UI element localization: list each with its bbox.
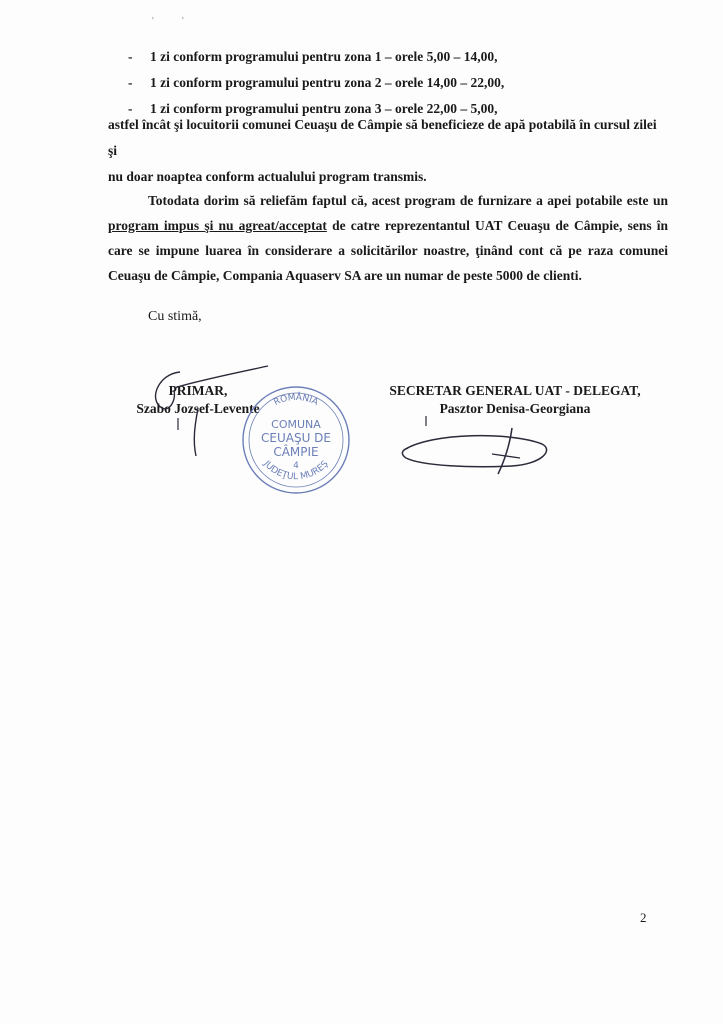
stamp-line: CEUAŞU DE <box>261 431 331 445</box>
paragraph-conclusion <box>108 112 668 190</box>
paragraph-request: Totodata dorim să reliefăm faptul că, acest program de furnizare a apei potabile este un program impus şi nu agreat/acceptat de catre reprezentantul UAT Ceuaşu de Câmpie, sens în care se impune luarea în considerare a solicitărilor noastre, ţinând cont că pe raza comunei Ceuaşu de Câmpie, Compania Aquaserv SA are un numar de peste 5000 de clienti. <box>108 193 668 283</box>
secretary-signature <box>392 410 562 490</box>
stamp-line: COMUNA <box>271 418 321 431</box>
scan-speck: ' <box>182 16 184 27</box>
page-number: 2 <box>640 910 647 925</box>
scan-speck: ' <box>152 16 154 27</box>
signatory-name: Pasztor Denisa-Georgiana <box>439 401 591 416</box>
stamp-line: CÂMPIE <box>273 445 319 459</box>
signatory-name: Szabo Jozsef-Levente <box>136 401 260 416</box>
list-item: - 1 zi conform programului pentru zona 2 – orele 14,00 – 22,00, <box>128 75 505 90</box>
paragraph-line: nu doar noaptea conform actualului program transmis. <box>108 169 427 184</box>
bullet-list <box>128 44 668 122</box>
paragraph-line: astfel încât şi locuitorii comunei Ceuaşu de Câmpie să beneficieze de apă potabilă în cursul zilei şi <box>108 117 657 158</box>
signatory-title: SECRETAR GENERAL UAT - DELEGAT, <box>389 383 641 398</box>
closing-salutation: Cu stimă, <box>148 309 202 324</box>
official-stamp <box>240 384 352 496</box>
svg-text:ROMÂNIA: ROMÂNIA <box>272 392 320 408</box>
underlined-phrase: program impus şi nu agreat/acceptat <box>108 218 327 233</box>
signatory-title: PRIMAR, <box>168 383 228 398</box>
list-item: - 1 zi conform programului pentru zona 1 – orele 5,00 – 14,00, <box>128 49 498 64</box>
stamp-number: 4 <box>293 461 299 471</box>
svg-text:JUDEŢUL MUREŞ: JUDEŢUL MUREŞ <box>261 459 331 483</box>
list-item: - 1 zi conform programului pentru zona 3 – orele 22,00 – 5,00, <box>128 101 498 116</box>
